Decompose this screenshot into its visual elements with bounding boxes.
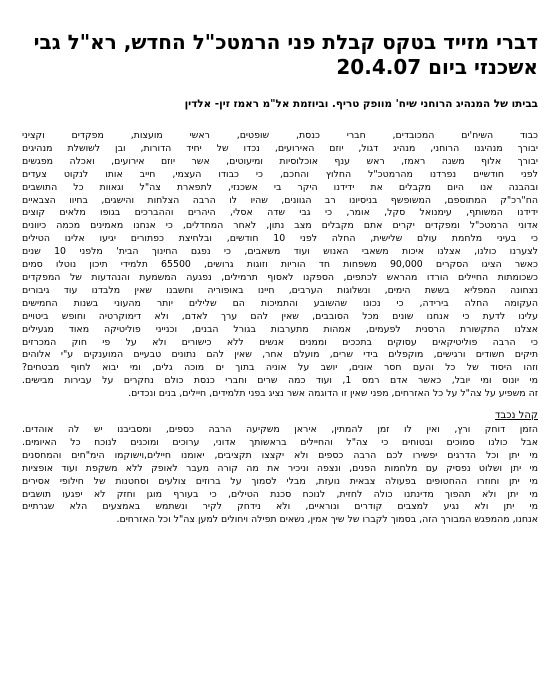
body-line: ידידנו המשותף, עימנואל סקל, אומר, כי גבי שדה אסלי, היהרים וההברכים בגופו מלאים קוצים (22, 207, 538, 219)
body-line: כי הרבה פוליטיקאים עסוקים בתככים וממנים אנשים ללא כישורים ולא על פי חוק המכרזים (22, 336, 538, 348)
body-line: מי יתן ולא תהפוך מדינתנו כולה לחזית, לנוכח סכנת הטילים, כי בעורף מוגן וחזק לא יפגעו תושבים (22, 488, 538, 500)
body-line: אבל כולנו סמוכים ובטוחים כי צה"ל והחיילים בראשותך אדוני, ערוכים ומוכנים לנוכח כל האיומים. (22, 436, 538, 448)
paragraph-2 (22, 424, 538, 527)
body-line: הזמן דוחק ורץ, ואין לו זמן להמתין, איראן משקיעה הרבה כספים, ומסביבנו יש לה אוהדים. (22, 424, 538, 436)
body-line: נצחונה המפליא בששת הימים, ונשלוגות הערבים, חיינו באופוריה וחשבנו שאין מלבדנו עוד גיבורים (22, 284, 538, 296)
body-line: יבורך מנהיגנו הרוחני, מנהיג דגול, יוזם האירועים, נכדו של יחיד הדורות, ובן לשושלת מנהיגים (22, 142, 538, 154)
paragraph-1 (22, 130, 538, 401)
section-heading: קהל נכבד (494, 410, 538, 422)
body-line: מי יתן וחוזרו ההחטופים בפעולה צבאית נועזת, מבלי לסמוך על ברוזים צולעים וסחטנות של חילופי אסירים (22, 475, 538, 487)
body-line: זה משפיע על צה"ל על כל האזרחים, מפני שאין זו הדוגמה אשר נציג בפני תלמידים, חיילים, בנים ונכדים. (128, 388, 538, 400)
byline: בביתו של המנהיג הרוחני שיח' מוופק טריף. וביוזמת אל"מ ראמז זין- אלדין (184, 98, 538, 110)
body-line: מי יתן ולא נגיע למצבים קודרים ונוראיים, ולא נידחק לקיר ונשתמש באמצעים הלא שגרתיים (22, 501, 538, 513)
body-line: תיקים חשודים ורגישים, מוקפלים בידי שרים, מועלם אחר, שאין להם נתונים טבעיים המוענקים ע"י אלוהים (22, 349, 538, 361)
title-line-2: אשכנזי ביום 20.4.07 (336, 55, 538, 79)
body-line: כי בעיני מלחמת עולם שלישית, החלה לפני 10 חודשים, ובלחיצת כפתורים יגיעו אלינו הטילים (22, 233, 538, 245)
body-line: עלינו לדעת כי אנחנו שונים מכל הסובבים, שאין להם ערך לאדם, ולא דימוקרטיה וחופש ביטויים (22, 310, 538, 322)
body-line: כאשר הציגו הסקרים 90,000 משפחות חד הוריות וזוגות גרושים, 65500 תלמידי תיכון נוטלו סמים (22, 259, 538, 271)
body-line: וזהו היסוד של כל והעם חסר אונים, יושב על אוניה בתוך ים מוכה גלים, ומי יבוא לחוף מבטחים? (22, 362, 538, 374)
body-line: לפני חודשיים נפרדנו מהרמטכ"ל החלוץ והחכם, כי כבודו העצמי, חייב אותו לנקוט צעדים (22, 168, 538, 180)
body-line: כבוד השיח'ים המכובדים, חברי כנסת, שופטים, ראשי מועצות, מפקדים וקציני (22, 130, 538, 141)
body-line: כשכומתות החיילים הורדו מהראש לכתפים, הספקנו לאסוף תרמילים, נפגעה המשמעת והנהדעות של המפקדים (22, 271, 538, 283)
body-line: העקומה החלה בירידה, כי נכונו שהשובע והתמיכות הם שלילים יותר מהעוני בשנות החמישים (22, 297, 538, 309)
body-line: יבורך אלוף משנה ראמז, ראש ענף אוכלוסיות ומיעוטים, אשר יוזם אירועים, ואכלה מפגשים (22, 155, 538, 167)
speech-title (22, 30, 538, 80)
body-line: ובהבנה אנו היום מקבלים את ידידנו היקר בי אשכנזי, לתפארת צה"ל וגאוות כל התושבים (22, 181, 538, 193)
body-line: הח"רכ"ק המתוספם, המשופשף בניסיונו רב הגוונים, שהיו לו הרבה הצלחות והישגים, בחיוו הצבאיים (22, 194, 538, 206)
body-line: אנחנו, מהמפגש המבורך הזה, בסמוך לקברו של שיך אמין, נשאים תפילה ויחולים למען צה"ל וכל האזרחים. (116, 514, 538, 526)
body-line: מי יתן וכל הדרגים יפשירו לכם הרבה כספים ולא יקצצו תקציבים, יאומנו חיילים,וישוקמו הימ"חים והמחסנים (22, 449, 538, 461)
body-line: אצלנו התקשורת הרסנית לפעמים, אמהות מתערבות בגורל הבנים, וכנייני פוליטיקה מאוד מגעילים (22, 323, 538, 335)
body-line: מי יונוס ומי יובל, כאשר אדם רמס 1, ועוד כמה שרים וחברי כנסת כולם נחקרים על עבירות מבישים. (22, 375, 538, 387)
body-line: אדוני הרמטכ"ל ומפקדים יקרים אתם מקבלים מצב נתון, לאחר המחדלים, כי אנחנו מאמינים מכמה כיוונים (22, 220, 538, 232)
body-line: לצערנו כולנו, אצלנו איכות משאבי האנוש ועוד משאבים, כי נפגם החינוך הבית' מלפני 10 שנים (22, 246, 538, 258)
body-line: מי יתן ושלוט נפסיק עם מלחמות הפנים, ונצפה וניכיר את מה קורה מעבר לאופק ללא משקפת ועוד אופציות (22, 462, 538, 474)
title-line-1: דברי מזייד בטקס קבלת פני הרמטכ"ל החדש, רא"ל גבי (33, 30, 538, 54)
